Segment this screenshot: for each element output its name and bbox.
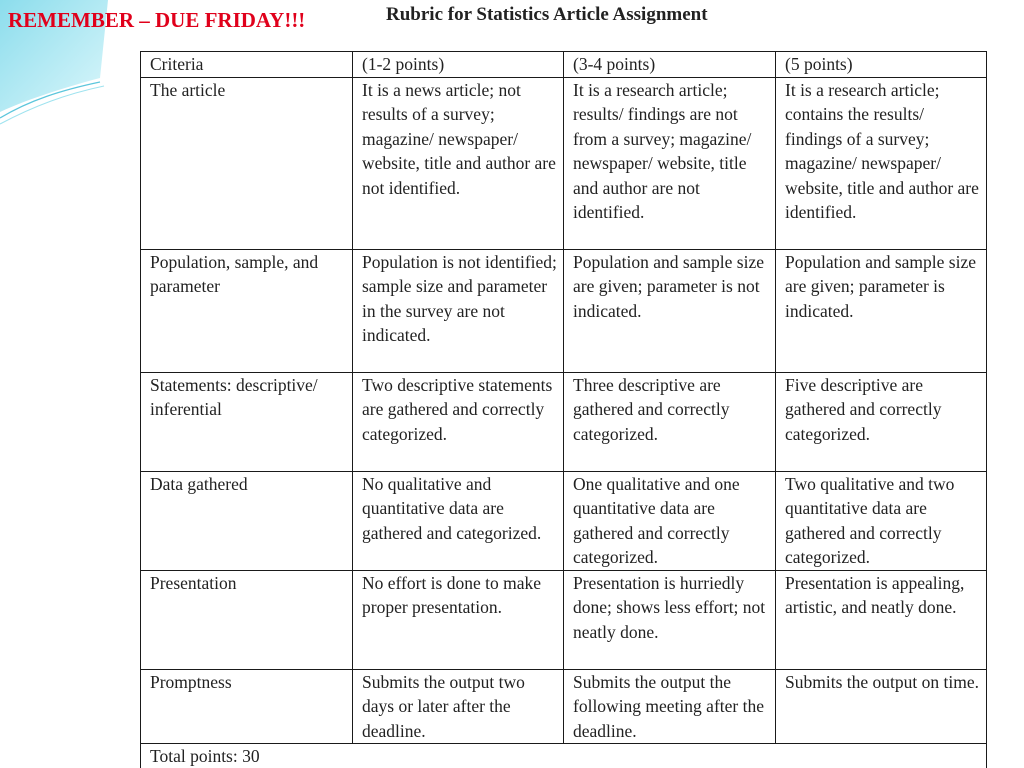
- rubric-header-row: [141, 52, 987, 78]
- low-score-cell: No qualitative and quantitative data are gathered and categorized.: [353, 471, 564, 570]
- high-score-cell: Five descriptive are gathered and correctly categorized.: [776, 372, 987, 471]
- rubric-title: Rubric for Statistics Article Assignment: [386, 4, 708, 25]
- rubric-row: [141, 372, 987, 471]
- criterion-cell: Data gathered: [141, 471, 353, 570]
- total-points: Total points: 30: [141, 744, 987, 768]
- low-score-cell: It is a news article; not results of a survey; magazine/ newspaper/ website, title and author are not identified.: [353, 77, 564, 249]
- header-high-points: (5 points): [776, 52, 987, 78]
- mid-score-cell: One qualitative and one quantitative data are gathered and correctly categorized.: [564, 471, 776, 570]
- mid-score-cell: It is a research article; results/ findings are not from a survey; magazine/ newspaper/ website, title and author are not identified.: [564, 77, 776, 249]
- mid-score-cell: Three descriptive are gathered and correctly categorized.: [564, 372, 776, 471]
- criterion-cell: Population, sample, and parameter: [141, 249, 353, 372]
- rubric-row: [141, 77, 987, 249]
- rubric-row: [141, 570, 987, 669]
- low-score-cell: Population is not identified; sample size and parameter in the survey are not indicated.: [353, 249, 564, 372]
- mid-score-cell: Population and sample size are given; parameter is not indicated.: [564, 249, 776, 372]
- criterion-cell: Statements: descriptive/ inferential: [141, 372, 353, 471]
- total-row: [141, 744, 987, 768]
- low-score-cell: Submits the output two days or later after the deadline.: [353, 669, 564, 744]
- high-score-cell: It is a research article; contains the results/ findings of a survey; magazine/ newspaper/ website, title and author are identified.: [776, 77, 987, 249]
- header-mid-points: (3-4 points): [564, 52, 776, 78]
- header-criteria: Criteria: [141, 52, 353, 78]
- rubric-row: [141, 471, 987, 570]
- rubric-row: [141, 249, 987, 372]
- header-low-points: (1-2 points): [353, 52, 564, 78]
- mid-score-cell: Submits the output the following meeting after the deadline.: [564, 669, 776, 744]
- rubric-row: [141, 669, 987, 744]
- criterion-cell: Presentation: [141, 570, 353, 669]
- due-reminder: REMEMBER – DUE FRIDAY!!!: [8, 8, 306, 32]
- criterion-cell: Promptness: [141, 669, 353, 744]
- low-score-cell: No effort is done to make proper presentation.: [353, 570, 564, 669]
- high-score-cell: Presentation is appealing, artistic, and neatly done.: [776, 570, 987, 669]
- low-score-cell: Two descriptive statements are gathered and correctly categorized.: [353, 372, 564, 471]
- high-score-cell: Submits the output on time.: [776, 669, 987, 744]
- criterion-cell: The article: [141, 77, 353, 249]
- high-score-cell: Two qualitative and two quantitative data are gathered and correctly categorized.: [776, 471, 987, 570]
- rubric-table: [140, 51, 987, 768]
- high-score-cell: Population and sample size are given; parameter is indicated.: [776, 249, 987, 372]
- mid-score-cell: Presentation is hurriedly done; shows less effort; not neatly done.: [564, 570, 776, 669]
